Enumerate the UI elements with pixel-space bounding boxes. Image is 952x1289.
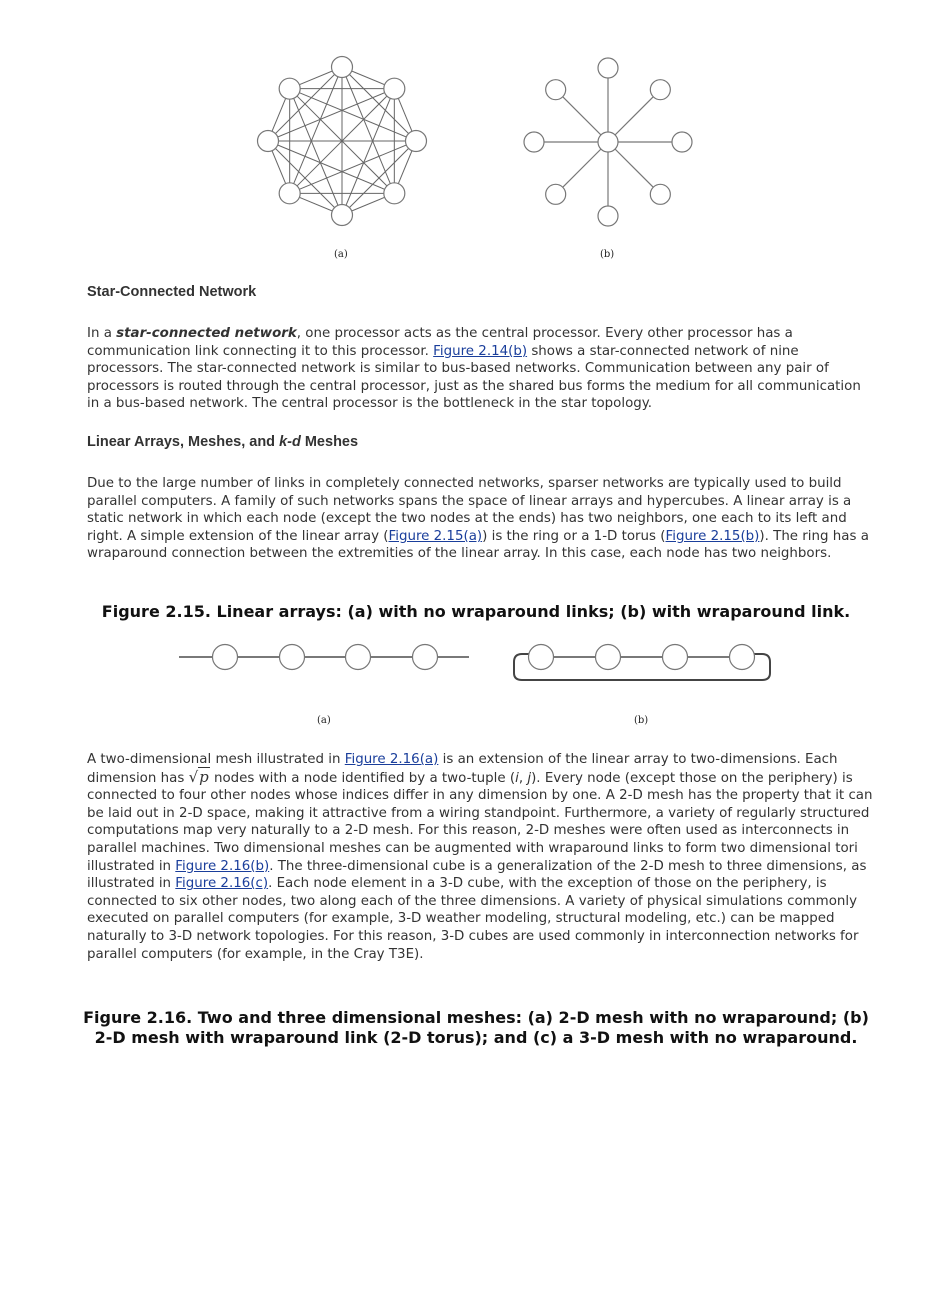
star-node-2: [672, 132, 692, 152]
sqrt-p-expression: √p: [188, 767, 209, 786]
star-node-6: [524, 132, 544, 152]
figure-2-16-title: Figure 2.16. Two and three dimensional meshes: (a) 2-D mesh with no wraparound; (b) 2-D mesh with wraparound link (2-D torus); and (c) a 3-D mesh with no wraparound.: [83, 1008, 869, 1047]
star-node-1: [650, 80, 670, 100]
figure-2-15a-label: (a): [317, 715, 331, 726]
star-node-0: [598, 58, 618, 78]
section-heading-linear: Linear Arrays, Meshes, and k-d Meshes: [87, 434, 359, 450]
link-figure-2-15a[interactable]: Figure 2.15(a): [388, 528, 483, 544]
figure-2-14a-label: (a): [334, 249, 348, 260]
cc-node-4: [332, 205, 353, 226]
cc-node-5: [279, 183, 300, 204]
paragraph-mesh: A two-dimensional mesh illustrated in Figure 2.16(a) is an extension of the linear array to two-dimensions. Each dimension has √p nodes with a node identified by a two-tuple (i, j). Every node (except those on the periphery) is connected to four other nodes whose indices differ in any dimension by one. A 2-D mesh has the property that it can be laid out in 2-D space, making it attractive from a wiring standpoint. Furthermore, a variety of regularly structured computations map very naturally to a 2-D mesh. For this reason, 2-D meshes were often used as interconnects in parallel machines. Two dimensional meshes can be augmented with wraparound links to form two dimensional tori illustrated in Figure 2.16(b). The three-dimensional cube is a generalization of the 2-D mesh to three dimensions, as illustrated in Figure 2.16(c). Each node element in a 3-D cube, with the exception of those on the periphery, is connected to six other nodes, two along each of the three dimensions. A variety of physical simulations commonly executed on parallel computers (for example, 3-D weather modeling, structural modeling, etc.) can be mapped naturally to 3-D network topologies. For this reason, 3-D cubes are used commonly in interconnection networks for parallel computers (for example, in the Cray T3E).: [87, 752, 873, 962]
figure-2-15b-label: (b): [634, 715, 649, 726]
link-figure-2-16a[interactable]: Figure 2.16(a): [344, 752, 439, 767]
figure-2-14b-label: (b): [600, 249, 615, 260]
cc-node-0: [332, 57, 353, 78]
cc-node-2: [406, 131, 427, 152]
section-heading-star: Star-Connected Network: [87, 284, 257, 300]
term-star-connected-network: star-connected network: [116, 326, 297, 341]
cc-node-1: [384, 78, 405, 99]
cc-node-6: [258, 131, 279, 152]
paragraph-star: In a star-connected network, one processor acts as the central processor. Every other processor has a communication link connecting it to this processor. Figure 2.14(b) shows a star-connected network of nine processors. The star-connected network is similar to bus-based networks. Communication between any pair of processors is routed through the central processor, just as the shared bus forms the medium for all communication in a bus-based network. The central processor is the bottleneck in the star topology.: [87, 326, 861, 412]
cc-node-3: [384, 183, 405, 204]
star-center-node: [598, 132, 618, 152]
link-figure-2-16c[interactable]: Figure 2.16(c): [175, 876, 269, 892]
star-node-4: [598, 206, 618, 226]
star-node-5: [546, 184, 566, 204]
link-figure-2-15b[interactable]: Figure 2.15(b): [665, 528, 760, 544]
link-figure-2-14b[interactable]: Figure 2.14(b): [433, 343, 528, 359]
star-node-3: [650, 184, 670, 204]
completely-connected-network-diagram: [250, 50, 435, 235]
star-node-7: [546, 80, 566, 100]
paragraph-linear: Due to the large number of links in completely connected networks, sparser networks are typically used to build parallel computers. A family of such networks spans the space of linear arrays and hypercubes. A linear array is a static network in which each node (except the two nodes at the ends) has two neighbors, one each to its left and right. A simple extension of the linear array (Figure 2.15(a)) is the ring or a 1-D torus (Figure 2.15(b)). The ring has a wraparound connection between the extremities of the linear array. In this case, each node has two neighbors.: [87, 476, 869, 562]
linear-array-diagram: [175, 640, 475, 676]
star-network-diagram: [516, 50, 701, 235]
figure-2-15-title: Figure 2.15. Linear arrays: (a) with no wraparound links; (b) with wraparound link.: [101, 602, 851, 621]
link-figure-2-16b[interactable]: Figure 2.16(b): [175, 858, 270, 874]
ring-diagram: [508, 640, 776, 688]
cc-node-7: [279, 78, 300, 99]
